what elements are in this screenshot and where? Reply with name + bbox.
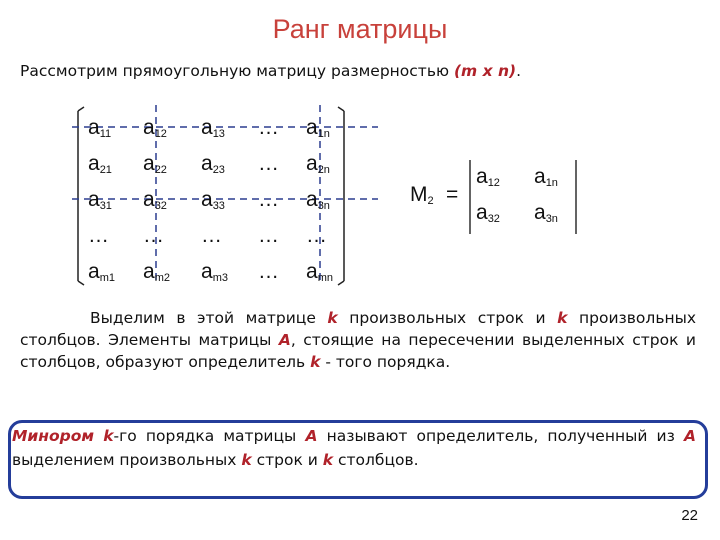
matrix-cell (306, 225, 327, 246)
para-k-1: k (327, 309, 338, 327)
matrix-cell (258, 225, 279, 246)
page-number: 22 (681, 507, 698, 524)
matrix-cell-subscript: 13 (212, 127, 225, 140)
def-text-4: строк и (251, 451, 323, 469)
matrix-cell (201, 261, 228, 284)
matrix-right-bracket (338, 281, 344, 285)
def-k-2: k (241, 451, 252, 469)
intro-lead: Рассмотрим прямоугольную матрицу размерностью (20, 62, 454, 80)
def-k-1: k (103, 427, 114, 445)
intro-period: . (516, 62, 522, 80)
matrix-cell-base: a (306, 260, 318, 283)
matrix-right-bracket (338, 107, 344, 111)
matrix-cell-base: a (88, 260, 100, 283)
def-text-1: -го порядка матрицы (113, 427, 306, 445)
matrix-cell (143, 189, 167, 212)
matrix-cell (258, 117, 279, 138)
matrix-cell-subscript: 22 (154, 163, 167, 176)
minor-label-subscript: 2 (427, 194, 434, 207)
def-term: Минором (12, 427, 95, 445)
matrix-cell-base: … (88, 224, 109, 247)
matrix-cell-base: … (258, 224, 279, 247)
def-a-1: A (305, 427, 318, 445)
matrix-cell-base: a (201, 116, 213, 139)
matrix-cell (143, 153, 167, 176)
matrix-cell-base: a (201, 260, 213, 283)
explanation-paragraph (20, 307, 696, 373)
minor-equals: = (446, 183, 459, 206)
matrix-figure (68, 103, 388, 288)
matrix-cell-subscript: 3n (317, 199, 330, 212)
matrix-cell-subscript: 32 (154, 199, 167, 212)
matrix-cell (88, 261, 115, 284)
matrix-cell (306, 153, 330, 176)
para-a-1: A (278, 331, 291, 349)
intro-dimensions: (m x n) (453, 62, 517, 80)
matrix-cell (143, 225, 164, 246)
matrix-cell (201, 189, 225, 212)
matrix-cell-base: … (258, 188, 279, 211)
matrix-cell (143, 261, 170, 284)
minor-cell (534, 166, 558, 189)
matrix-cell-base: … (143, 224, 164, 247)
matrix-cell-subscript: m1 (99, 271, 115, 284)
minor-label (410, 184, 434, 207)
matrix-cell-subscript: 1n (317, 127, 330, 140)
matrix-cell-base: a (88, 188, 100, 211)
def-text-2: называют определитель, полученный из (317, 427, 684, 445)
def-text-3: выделением произвольных (12, 451, 242, 469)
matrix-cell-base: a (306, 188, 318, 211)
matrix-cell-base: a (143, 188, 155, 211)
matrix-cell-subscript: 2n (317, 163, 330, 176)
minor-cell (534, 202, 558, 225)
matrix-cell (306, 189, 330, 212)
minor-cell-base: a (476, 201, 488, 224)
matrix-cell (201, 117, 225, 140)
minor-cell-base: a (534, 165, 546, 188)
matrix-cell (88, 225, 109, 246)
matrix-cell-base: … (201, 224, 222, 247)
matrix-cell-subscript: 31 (99, 199, 112, 212)
matrix-cell (88, 189, 112, 212)
matrix-cell (258, 153, 279, 174)
para-k-2: k (557, 309, 568, 327)
matrix-cell (88, 117, 111, 140)
matrix-cell-base: a (88, 116, 100, 139)
matrix-cell-base: a (143, 260, 155, 283)
minor-figure (410, 158, 590, 238)
para-text-5: - того порядка. (320, 353, 451, 371)
matrix-cell-subscript: mn (317, 271, 333, 284)
minor-cell-subscript: 12 (487, 176, 500, 189)
matrix-cell (306, 117, 330, 140)
minor-cell-subscript: 32 (487, 212, 500, 225)
def-a-2: A (684, 427, 696, 445)
matrix-cell (143, 117, 167, 140)
matrix-cell-subscript: m2 (154, 271, 170, 284)
minor-cell (476, 202, 500, 225)
matrix-cell-base: … (306, 224, 327, 247)
para-text-1: Выделим в этой матрице (90, 309, 328, 327)
matrix-cell-base: … (258, 260, 279, 283)
matrix-cell (88, 153, 112, 176)
matrix-cell-base: a (88, 152, 100, 175)
matrix-cell-base: … (258, 152, 279, 175)
minor-label-base: M (410, 183, 428, 206)
def-text-5: столбцов. (333, 451, 419, 469)
definition-text (12, 424, 696, 472)
matrix-cell-base: a (306, 116, 318, 139)
minor-cell-base: a (476, 165, 488, 188)
minor-cell-base: a (534, 201, 546, 224)
matrix-cell-subscript: 21 (99, 163, 112, 176)
para-text-2: произвольных строк и (337, 309, 558, 327)
matrix-cell-subscript: 33 (212, 199, 225, 212)
matrix-cell-base: a (201, 152, 213, 175)
def-k-3: k (322, 451, 334, 469)
matrix-cell-subscript: 11 (99, 127, 112, 140)
minor-cell-subscript: 3n (545, 212, 558, 225)
matrix-lines (68, 103, 388, 288)
minor-bars (410, 158, 590, 238)
matrix-cell-base: a (143, 116, 155, 139)
para-text-4: , стоящие на пересечении выделенных строк и столбцов, образуют определитель (20, 331, 696, 371)
matrix-cell-subscript: 12 (154, 127, 167, 140)
matrix-left-bracket (78, 281, 84, 285)
matrix-cell-subscript: 23 (212, 163, 225, 176)
matrix-cell (201, 225, 222, 246)
matrix-cell (258, 189, 279, 210)
matrix-cell (306, 261, 333, 284)
matrix-cell (201, 153, 225, 176)
matrix-cell-base: a (306, 152, 318, 175)
matrix-cell (258, 261, 279, 282)
matrix-cell-subscript: m3 (212, 271, 228, 284)
para-text-3: произвольных столбцов. Элементы матрицы (20, 309, 697, 349)
slide-title: Ранг матрицы (272, 14, 448, 44)
matrix-cell-base: a (201, 188, 213, 211)
minor-cell (476, 166, 500, 189)
matrix-cell-base: a (143, 152, 155, 175)
matrix-left-bracket (78, 107, 84, 111)
matrix-cell-base: … (258, 116, 279, 139)
para-k-3: k (310, 353, 321, 371)
intro-text (20, 62, 521, 80)
minor-cell-subscript: 1n (545, 176, 558, 189)
